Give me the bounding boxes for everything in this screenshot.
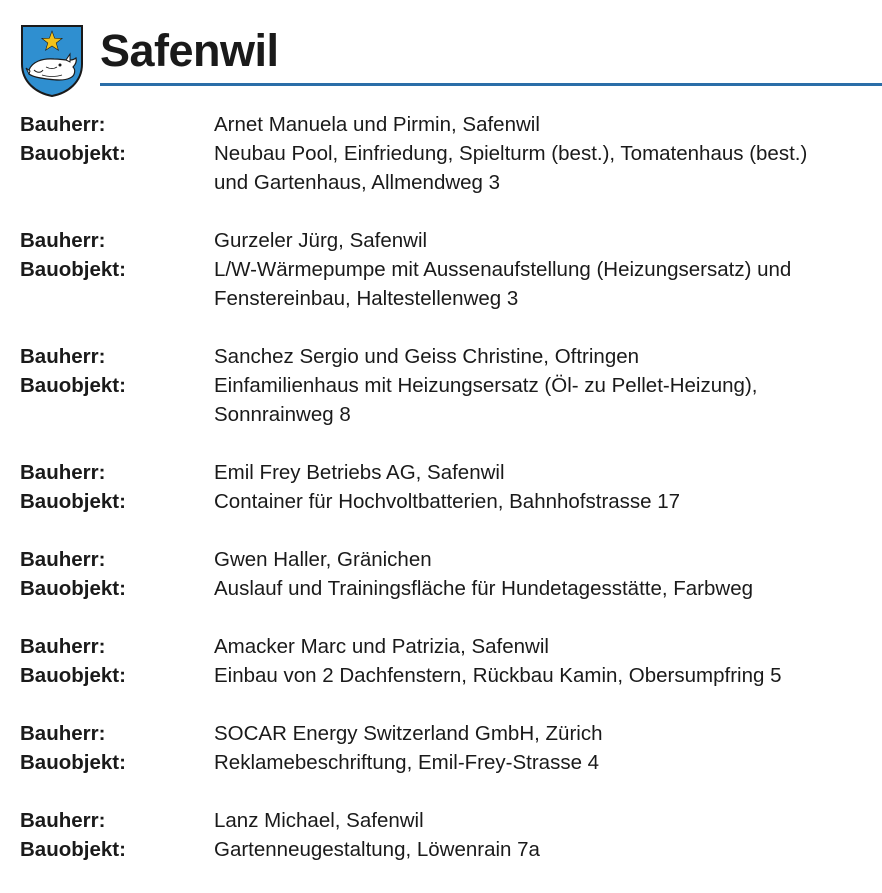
page-title: Safenwil xyxy=(100,25,279,76)
owner-row xyxy=(20,110,882,139)
object-label: Bauobjekt: xyxy=(20,838,126,861)
owner-row xyxy=(20,342,882,371)
object-label: Bauobjekt: xyxy=(20,258,126,281)
header-divider xyxy=(100,83,882,86)
object-value xyxy=(214,748,882,777)
permit-entry xyxy=(20,545,882,603)
owner-label: Bauherr: xyxy=(20,229,106,252)
owner-label: Bauherr: xyxy=(20,345,106,368)
object-value-line: Container für Hochvoltbatterien, Bahnhofstrasse 17 xyxy=(214,490,681,513)
object-value xyxy=(214,835,882,864)
permit-entry xyxy=(20,458,882,516)
permit-entry xyxy=(20,110,882,197)
object-value-line: Sonnrainweg 8 xyxy=(214,403,351,426)
object-label: Bauobjekt: xyxy=(20,664,126,687)
owner-value: Sanchez Sergio und Geiss Christine, Oftringen xyxy=(214,345,640,368)
object-row xyxy=(20,487,882,516)
owner-row xyxy=(20,719,882,748)
object-value-line: L/W-Wärmepumpe mit Aussenaufstellung (Heizungsersatz) und xyxy=(214,258,792,281)
object-label: Bauobjekt: xyxy=(20,490,126,513)
owner-value: Lanz Michael, Safenwil xyxy=(214,809,424,832)
owner-row xyxy=(20,632,882,661)
owner-value: Gwen Haller, Gränichen xyxy=(214,548,432,571)
owner-value: Amacker Marc und Patrizia, Safenwil xyxy=(214,635,549,658)
object-row xyxy=(20,255,882,313)
owner-label: Bauherr: xyxy=(20,722,106,745)
owner-value: SOCAR Energy Switzerland GmbH, Zürich xyxy=(214,722,603,745)
object-value-line: Einbau von 2 Dachfenstern, Rückbau Kamin, Obersumpfring 5 xyxy=(214,664,782,687)
object-value xyxy=(214,574,882,603)
owner-value: Arnet Manuela und Pirmin, Safenwil xyxy=(214,113,540,136)
object-value xyxy=(214,255,882,313)
object-row xyxy=(20,835,882,864)
permit-entry xyxy=(20,342,882,429)
object-label: Bauobjekt: xyxy=(20,577,126,600)
object-value-line: Gartenneugestaltung, Löwenrain 7a xyxy=(214,838,540,861)
object-value-line: Reklamebeschriftung, Emil-Frey-Strasse 4 xyxy=(214,751,600,774)
object-value-line: Auslauf und Trainingsfläche für Hundetagesstätte, Farbweg xyxy=(214,577,754,600)
object-row xyxy=(20,748,882,777)
owner-label: Bauherr: xyxy=(20,461,106,484)
owner-label: Bauherr: xyxy=(20,548,106,571)
object-row xyxy=(20,139,882,197)
object-value-line: Einfamilienhaus mit Heizungsersatz (Öl- zu Pellet-Heizung), xyxy=(214,374,758,397)
object-label: Bauobjekt: xyxy=(20,374,126,397)
object-value-line: Neubau Pool, Einfriedung, Spielturm (best.), Tomatenhaus (best.) xyxy=(214,142,808,165)
owner-label: Bauherr: xyxy=(20,113,106,136)
object-value-line: und Gartenhaus, Allmendweg 3 xyxy=(214,171,501,194)
owner-label: Bauherr: xyxy=(20,809,106,832)
object-value xyxy=(214,487,882,516)
permit-entry xyxy=(20,226,882,313)
permit-entry xyxy=(20,632,882,690)
owner-row xyxy=(20,806,882,835)
owner-value: Gurzeler Jürg, Safenwil xyxy=(214,229,428,252)
permit-entry xyxy=(20,806,882,864)
object-value xyxy=(214,661,882,690)
object-label: Bauobjekt: xyxy=(20,751,126,774)
object-label: Bauobjekt: xyxy=(20,142,126,165)
safenwil-coat-of-arms-icon xyxy=(20,24,84,98)
object-value xyxy=(214,371,882,429)
building-permit-list xyxy=(20,110,882,893)
object-row xyxy=(20,661,882,690)
permit-entry xyxy=(20,719,882,777)
object-value-line: Fenstereinbau, Haltestellenweg 3 xyxy=(214,287,519,310)
owner-row xyxy=(20,226,882,255)
page-header xyxy=(0,0,882,100)
object-row xyxy=(20,371,882,429)
owner-label: Bauherr: xyxy=(20,635,106,658)
object-value xyxy=(214,139,882,197)
object-row xyxy=(20,574,882,603)
owner-value: Emil Frey Betriebs AG, Safenwil xyxy=(214,461,505,484)
owner-row xyxy=(20,458,882,487)
owner-row xyxy=(20,545,882,574)
